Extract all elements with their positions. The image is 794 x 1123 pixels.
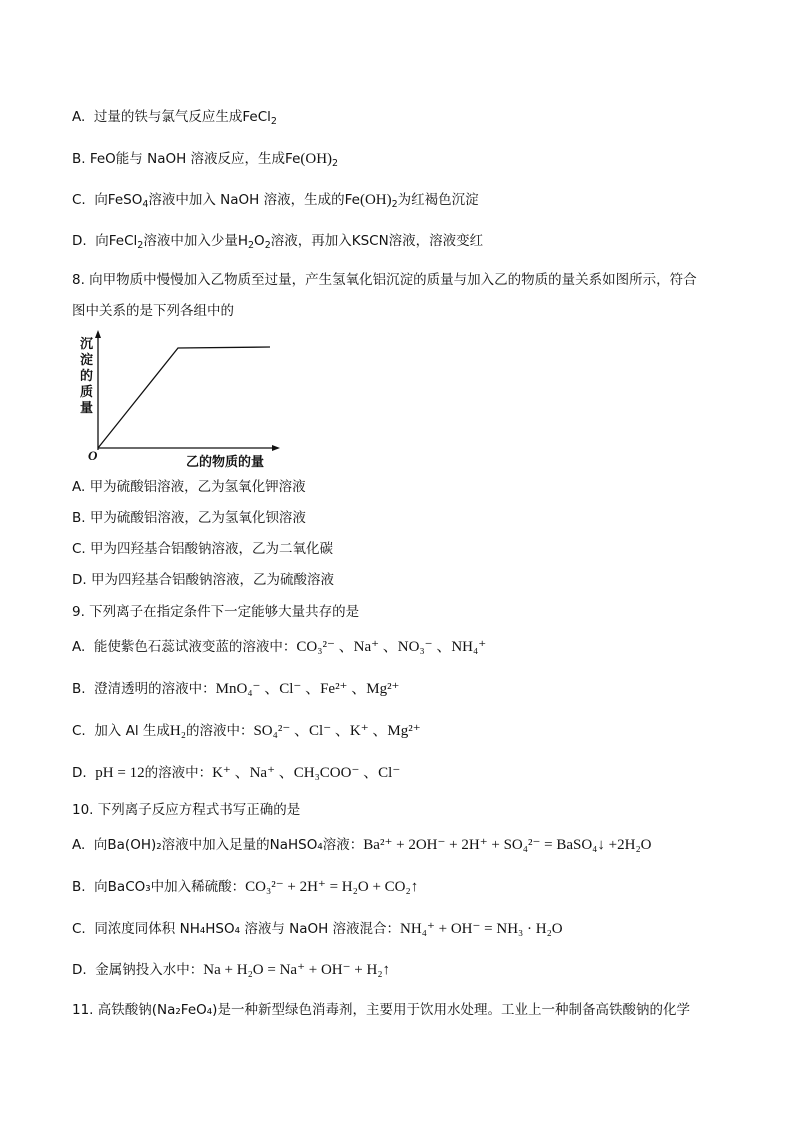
q8-option-d: D. 甲为四羟基合铝酸钠溶液，乙为硫酸溶液 (72, 572, 334, 588)
q8-option-c: C. 甲为四羟基合铝酸钠溶液，乙为二氧化碳 (72, 541, 334, 557)
q9-stem: 9. 下列离子在指定条件下一定能够大量共存的是 (72, 604, 360, 620)
q7-option-c: C. 向FeSO$_4$溶液中加入 NaOH 溶液，生成的$Fe(OH)_2$为红褐色沉淀 (72, 192, 479, 210)
q11-stem: 11. 高铁酸钠(Na₂FeO₄)是一种新型绿色消毒剂，主要用于饮用水处理。工业上一种制备高铁酸钠的化学 (72, 1002, 690, 1018)
q8-option-a: A. 甲为硫酸铝溶液，乙为氢氧化钾溶液 (72, 479, 306, 495)
q8-graph-origin: O (88, 448, 98, 463)
q7-option-a: A. 过量的铁与氯气反应生成FeCl$_2$ (72, 109, 277, 127)
q9-option-b: B. 澄清透明的溶液中：MnO₄⁻ 、Cl⁻ 、Fe²⁺ 、Mg²⁺ (72, 681, 400, 697)
q10-option-c: C. 同浓度同体积 NH₄HSO₄ 溶液与 NaOH 溶液混合：NH₄⁺ + OH⁻ = NH₃ · H₂O (72, 921, 563, 937)
q10-option-d: D. 金属钠投入水中：Na + H₂O = Na⁺ + OH⁻ + H₂↑ (72, 962, 391, 978)
q8-graph-xlabel: 乙的物质的量 (186, 455, 265, 470)
q10-option-a: A. 向Ba(OH)₂溶液中加入足量的NaHSO₄溶液：Ba²⁺ + 2OH⁻ + 2H⁺ + SO₄²⁻ = BaSO₄↓ +2H₂O (72, 837, 652, 853)
q9-option-d: D. pH = 12的溶液中：K⁺ 、Na⁺ 、CH₃COO⁻ 、Cl⁻ (72, 765, 401, 781)
x-axis-arrow (272, 445, 280, 451)
q9-option-c: C. 加入 Al 生成H₂的溶液中：SO₄²⁻ 、Cl⁻ 、K⁺ 、Mg²⁺ (72, 723, 421, 739)
q10-option-b: B. 向BaCO₃中加入稀硫酸：CO₃²⁻ + 2H⁺ = H₂O + CO₂↑ (72, 879, 419, 895)
q10-stem: 10. 下列离子反应方程式书写正确的是 (72, 802, 301, 818)
q8-stem-line2: 图中关系的是下列各组中的 (72, 303, 234, 319)
q8-stem-line1: 8. 向甲物质中慢慢加入乙物质至过量，产生氢氧化铝沉淀的质量与加入乙的物质的量关系如图所示，符合 (72, 272, 697, 288)
q7-option-d: D. 向FeCl$_2$溶液中加入少量$H_2O_2$溶液，再加入KSCN溶液，溶液变红 (72, 233, 484, 251)
q9-option-a: A. 能使紫色石蕊试液变蓝的溶液中：CO₃²⁻ 、Na⁺ 、NO₃⁻ 、NH₄⁺ (72, 639, 487, 655)
q8-graph-ylabel: 沉淀的质量 (80, 337, 94, 416)
q7-option-b: B. FeO能与 NaOH 溶液反应，生成$Fe(OH)_2$ (72, 151, 339, 169)
q8-graph (72, 328, 292, 470)
q8-option-b: B. 甲为硫酸铝溶液，乙为氢氧化钡溶液 (72, 510, 306, 526)
curve (98, 347, 270, 448)
